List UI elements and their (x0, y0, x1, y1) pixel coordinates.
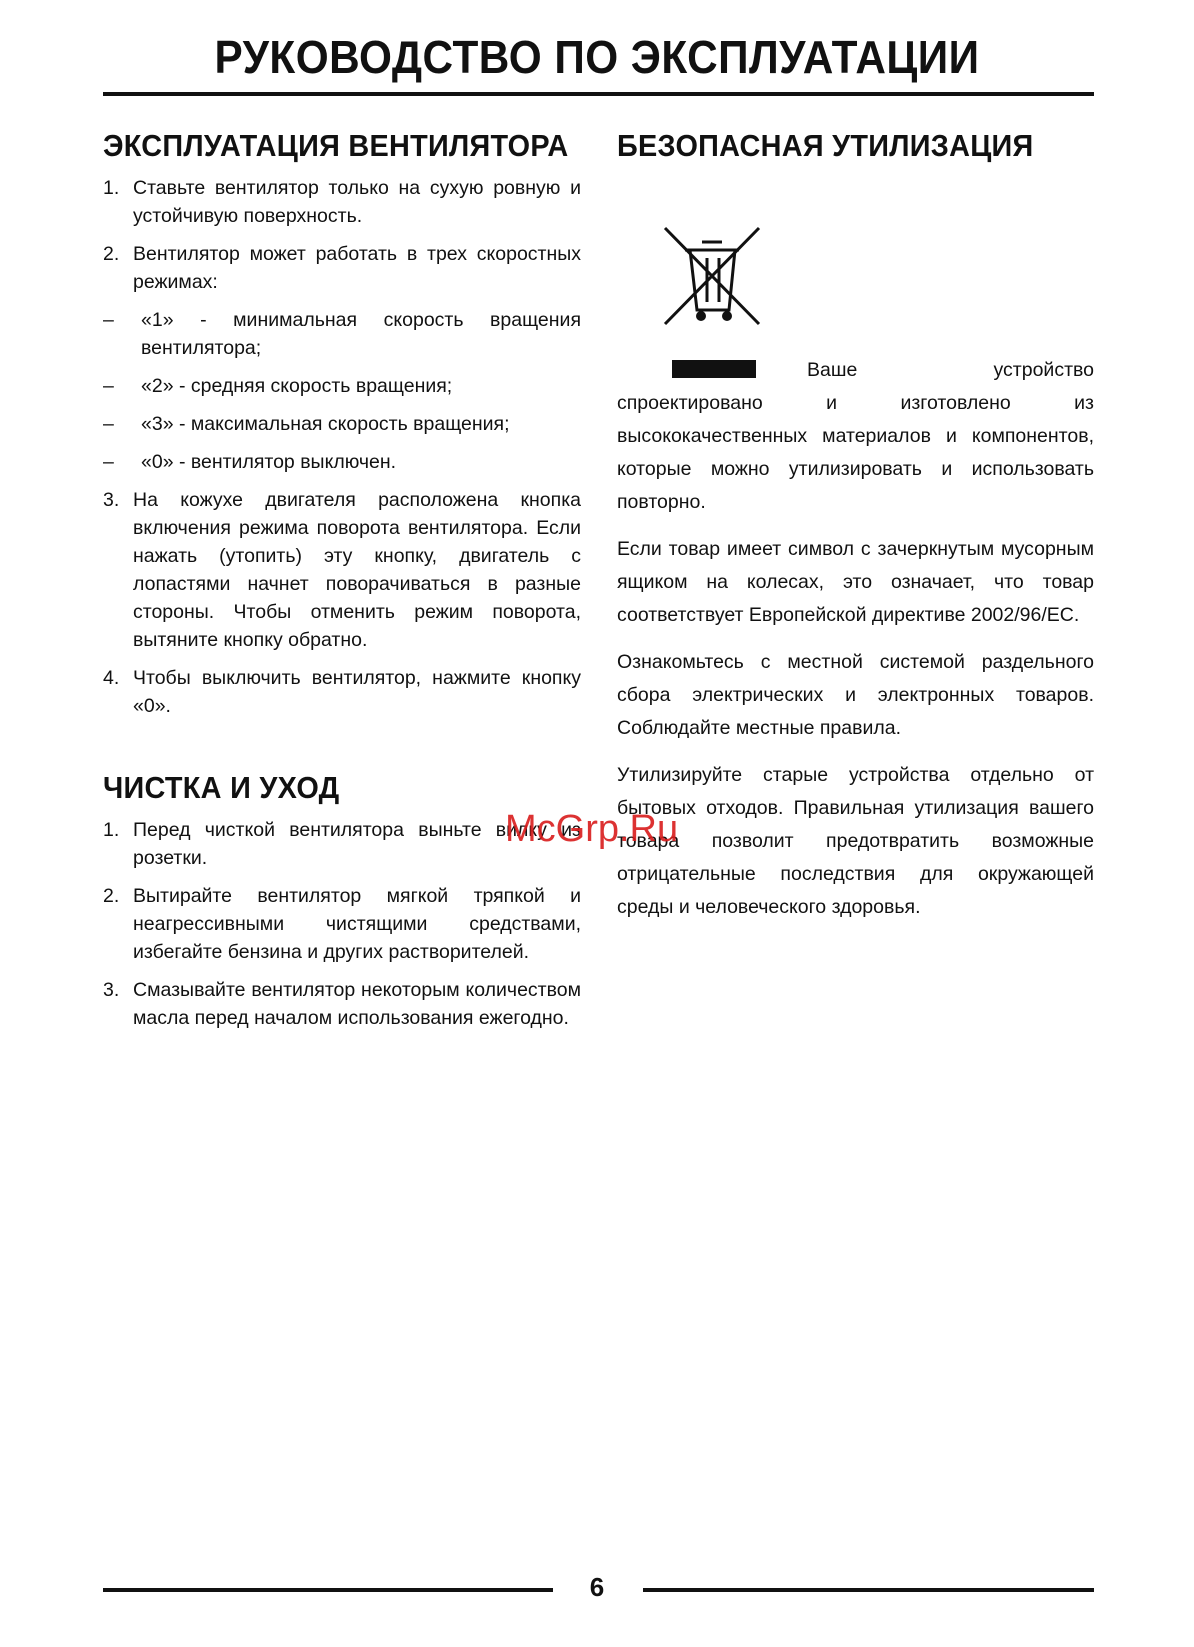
list-item (103, 486, 581, 654)
list-item (103, 372, 581, 400)
item-text: Ставьте вентилятор только на сухую ровную и устойчивую поверхность. (133, 177, 581, 227)
list-item (103, 448, 581, 476)
disposal-paragraph: Если товар имеет символ с зачеркнутым мусорным ящиком на колесах, это означает, что товар соответствует Европейской директиве 2002/96/EC. (617, 538, 1094, 626)
item-text: «3» - максимальная скорость вращения; (141, 413, 510, 435)
watermark: McGrp.Ru (505, 808, 679, 850)
list-item (103, 306, 581, 362)
list-item (103, 664, 581, 720)
recycle-symbol (617, 174, 1094, 344)
item-text: Вентилятор может работать в трех скоростных режимах: (133, 243, 581, 293)
item-text: «0» - вентилятор выключен. (141, 451, 397, 473)
title-divider (103, 92, 1094, 96)
item-text: Смазывайте вентилятор некоторым количеством масла перед началом использования ежегодно. (133, 979, 581, 1029)
item-number: 1. (103, 819, 120, 841)
item-text: «1» - минимальная скорость вращения вентилятора; (141, 309, 581, 359)
disposal-paragraph: Ваше устройство спроектировано и изготовлено из высококачественных материалов и компонентов, которые можно утилизировать и использовать повторно. (617, 359, 1094, 513)
item-text: «2» - средняя скорость вращения; (141, 375, 453, 397)
item-number: 2. (103, 243, 120, 265)
item-number: 4. (103, 667, 120, 689)
left-column (103, 128, 581, 1042)
item-number: 3. (103, 979, 120, 1001)
list-item (103, 240, 581, 296)
page-number: 6 (589, 1572, 605, 1602)
fan-operation-heading: ЭКСПЛУАТАЦИЯ ВЕНТИЛЯТОРА (103, 128, 569, 163)
item-dash: – (103, 451, 114, 473)
disposal-heading: БЕЗОПАСНАЯ УТИЛИЗАЦИЯ (617, 128, 1034, 163)
item-text: Вытирайте вентилятор мягкой тряпкой и неагрессивными чистящими средствами, избегайте бензина и других растворителей. (133, 885, 581, 963)
item-number: 3. (103, 489, 120, 511)
right-column (617, 128, 1094, 938)
item-text: На кожухе двигателя расположена кнопка включения режима поворота вентилятора. Если нажать (утопить) эту кнопку, двигатель с лопастями начнет поворачиваться в разные стороны. Чтобы отменить режим поворота, вытяните кнопку обратно. (133, 489, 581, 651)
symbol-bar (672, 360, 756, 378)
crossed-bin-icon (657, 224, 767, 329)
page-title: РУКОВОДСТВО ПО ЭКСПЛУАТАЦИИ (214, 31, 980, 83)
disposal-paragraph: Ознакомьтесь с местной системой раздельного сбора электрических и электронных товаров. Соблюдайте местные правила. (617, 651, 1094, 739)
item-dash: – (103, 375, 114, 397)
list-item (103, 174, 581, 230)
footer-rule-left (103, 1588, 553, 1592)
list-item (103, 976, 581, 1032)
item-dash: – (103, 309, 114, 331)
disposal-paragraph: Утилизируйте старые устройства отдельно от бытовых отходов. Правильная утилизация вашего товара позволит предотвратить возможные отрицательные последствия для окружающей среды и человеческого здоровья. (617, 764, 1094, 918)
item-number: 2. (103, 885, 120, 907)
item-text: Чтобы выключить вентилятор, нажмите кнопку «0». (133, 667, 581, 717)
item-number: 1. (103, 177, 120, 199)
item-text: Перед чисткой вентилятора выньте вилку из розетки. (133, 819, 581, 869)
item-dash: – (103, 413, 114, 435)
cleaning-heading: ЧИСТКА И УХОД (103, 770, 340, 805)
list-item (103, 882, 581, 966)
footer-rule-right (643, 1588, 1094, 1592)
list-item (103, 410, 581, 438)
